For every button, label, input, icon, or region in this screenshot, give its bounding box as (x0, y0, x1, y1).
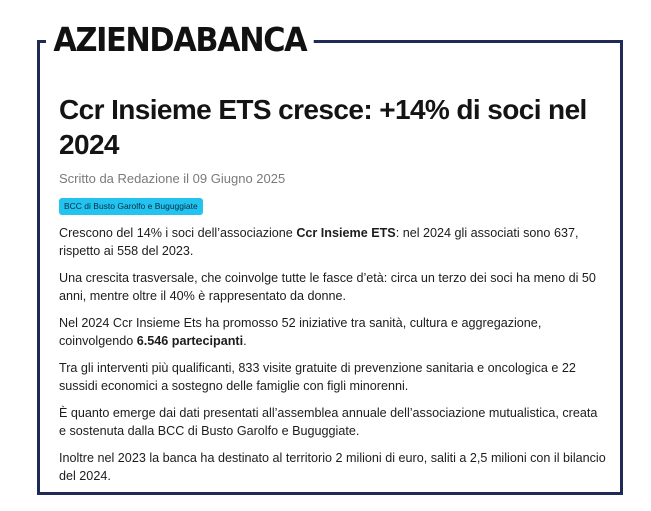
article-byline: Scritto da Redazione il 09 Giugno 2025 (59, 171, 286, 186)
paragraph-3-text-a: Nel 2024 Ccr Insieme Ets ha promosso 52 iniziative tra sanità, cultura e aggregazione, coinvolgendo (59, 316, 542, 348)
article-body (59, 92, 607, 485)
paragraph-6: Inoltre nel 2023 la banca ha destinato al territorio 2 milioni di euro, saliti a 2,5 milioni con il bilancio del 2024. (59, 451, 606, 483)
paragraph-2: Una crescita trasversale, che coinvolge tutte le fasce d’età: circa un terzo dei soci ha meno di 50 anni, mentre oltre il 40% è rappresentato da donne. (59, 271, 596, 303)
paragraph-1-text-c: : nel 2024 gli associati sono 637, rispetto ai 558 del 2023. (59, 226, 579, 258)
participants-count: 6.546 partecipanti (136, 333, 244, 348)
association-name: Ccr Insieme ETS (296, 226, 396, 240)
paragraph-3 (59, 315, 607, 350)
category-tag[interactable]: BCC di Busto Garolfo e Buguggiate (59, 198, 203, 215)
brand-logo[interactable]: AZIENDABANCA (46, 18, 314, 62)
paragraph-1-text-a: Crescono del 14% i soci dell’associazione (59, 226, 297, 240)
paragraph-3-text-c: . (243, 333, 247, 348)
paragraph-1 (59, 225, 607, 260)
paragraph-4: Tra gli interventi più qualificanti, 833 visite gratuite di prevenzione sanitaria e oncologica e 22 sussidi economici a sostegno delle famiglie con figli minorenni. (59, 361, 576, 393)
article-title: Ccr Insieme ETS cresce: +14% di soci nel 2024 (59, 94, 587, 160)
paragraph-5: È quanto emerge dai dati presentati all’assemblea annuale dell’associazione mutualistica, creata e sostenuta dalla BCC di Busto Garolfo e Buguggiate. (59, 406, 598, 438)
